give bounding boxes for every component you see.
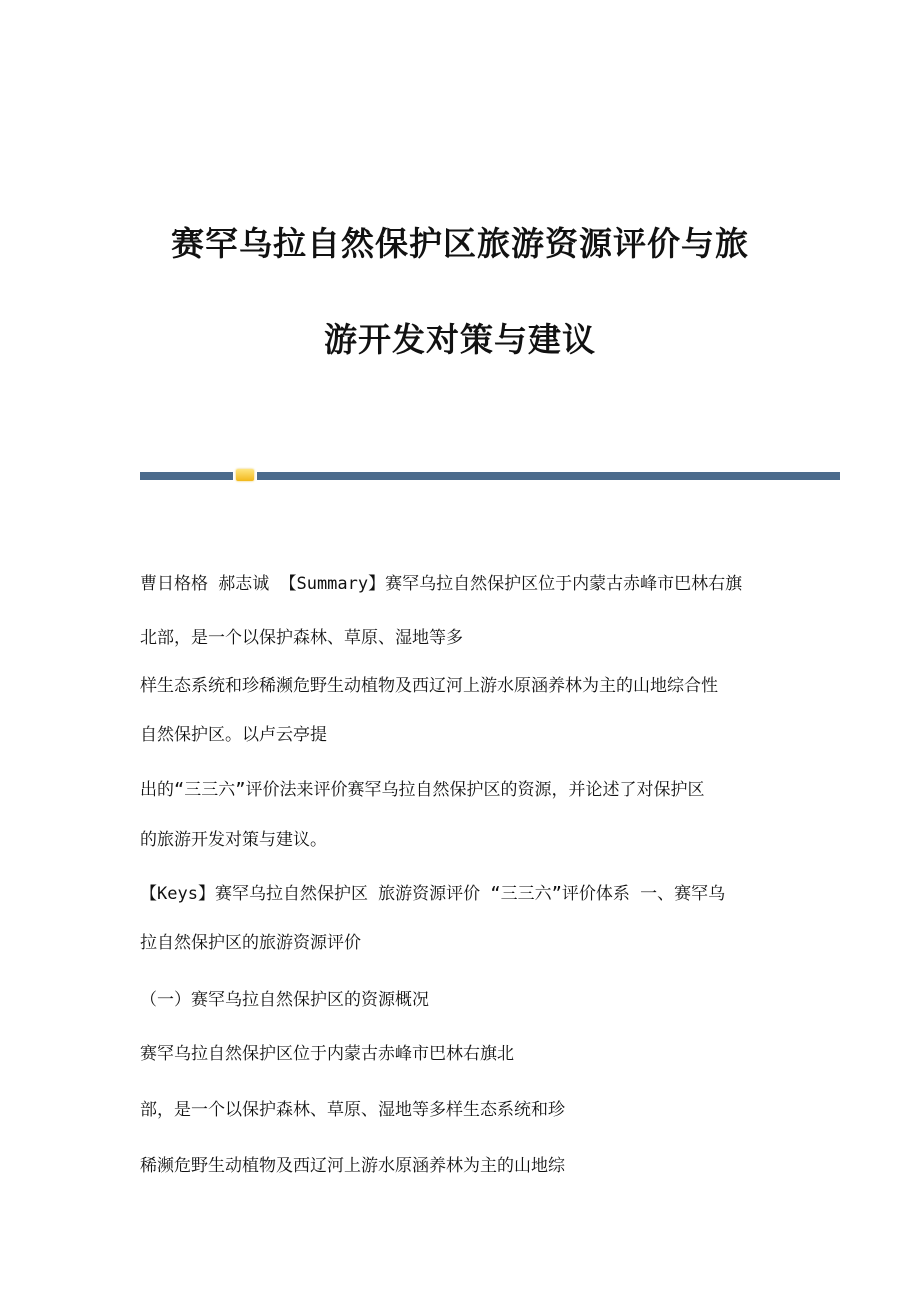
document-title-line-2: 游开发对策与建议 <box>324 320 596 359</box>
divider-left <box>140 472 233 480</box>
body-line: 稀濒危野生动植物及西辽河上游水原涵养林为主的山地综 <box>140 1156 565 1176</box>
body-line: 北部，是一个以保护森林、草原、湿地等多 <box>140 628 463 648</box>
body-line: 拉自然保护区的旅游资源评价 <box>140 933 361 953</box>
body-line: 曹日格格 郝志诚 【Summary】赛罕乌拉自然保护区位于内蒙古赤峰市巴林右旗 <box>140 574 743 594</box>
body-line: 的旅游开发对策与建议。 <box>140 830 327 850</box>
document-title-line-1: 赛罕乌拉自然保护区旅游资源评价与旅 <box>171 224 749 263</box>
body-line: 出的“三三六”评价法来评价赛罕乌拉自然保护区的资源，并论述了对保护区 <box>140 780 705 800</box>
divider-ornament-icon <box>236 469 254 481</box>
body-line: 赛罕乌拉自然保护区位于内蒙古赤峰市巴林右旗北 <box>140 1044 514 1064</box>
body-line: 部，是一个以保护森林、草原、湿地等多样生态系统和珍 <box>140 1100 565 1120</box>
body-line: 自然保护区。以卢云亭提 <box>140 725 327 745</box>
body-line: 【Keys】赛罕乌拉自然保护区 旅游资源评价 “三三六”评价体系 一、赛罕乌 <box>140 884 726 904</box>
divider-right <box>257 472 840 480</box>
body-line: （一）赛罕乌拉自然保护区的资源概况 <box>140 990 429 1010</box>
body-line: 样生态系统和珍稀濒危野生动植物及西辽河上游水原涵养林为主的山地综合性 <box>140 676 718 696</box>
